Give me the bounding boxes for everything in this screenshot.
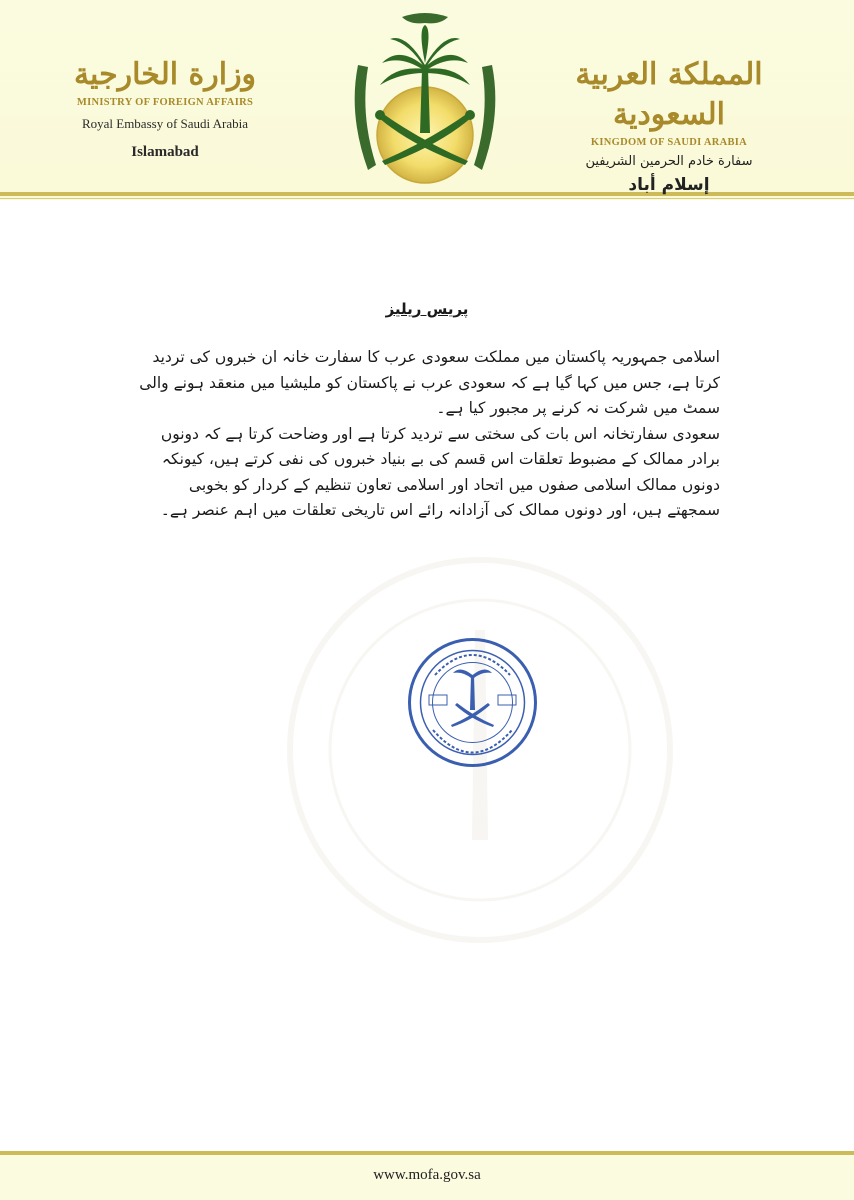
press-release-title (250, 300, 604, 318)
ministry-arabic-title: وزارة الخارجية (73, 57, 257, 92)
press-release-body (135, 345, 720, 524)
press-release-title-text: پریس ریلیز (385, 300, 469, 318)
body-paragraph-2: سعودی سفارتخانہ اس بات کی سختی سے تردید کرتا ہے اور وضاحت کرتا ہے کہ دونوں برادر ممالک کے مضبوط تعلقات اس قسم کی بے بنیاد خبروں کی نفی کرتے ہیں، کیونکہ دونوں ممالک اسلامی صفوں میں اتحاد اور اسلامی تعاون تنظیم کے کردار کو بخوبی سمجھتے ہیں، اور دونوں ممالک کی آزادانہ رائے اس تاریخی تعلقات میں اہم عنصر ہے۔ (160, 424, 720, 519)
city-arabic: إسلام أباد (628, 175, 710, 195)
kingdom-arabic-title: المملكة العربية السعودية (575, 57, 763, 132)
embassy-seal-stamp-icon (405, 635, 540, 770)
saudi-emblem-icon (340, 5, 510, 195)
ministry-block (55, 55, 275, 161)
header-divider-thin (0, 198, 854, 199)
embassy-english-name: Royal Embassy of Saudi Arabia (81, 116, 249, 131)
city-english: Islamabad (131, 144, 199, 160)
embassy-arabic-name: سفارة خادم الحرمين الشريفين (585, 154, 753, 169)
kingdom-block (559, 55, 779, 195)
kingdom-english-title: KINGDOM OF SAUDI ARABIA (590, 137, 748, 148)
ministry-english-title: MINISTRY OF FOREIGN AFFAIRS (76, 97, 254, 108)
body-paragraph-1: اسلامی جمہوریہ پاکستان میں مملکت سعودی عرب کا سفارت خانہ ان خبروں کی تردید کرتا ہے، جس میں کہا گیا ہے کہ سعودی عرب نے پاکستان کو ملیشیا میں منعقد ہونے والی سمٹ میں شرکت نہ کرنے پر مجبور کیا ہے۔ (139, 348, 720, 417)
footer-website-link[interactable]: www.mofa.gov.sa (373, 1167, 481, 1183)
